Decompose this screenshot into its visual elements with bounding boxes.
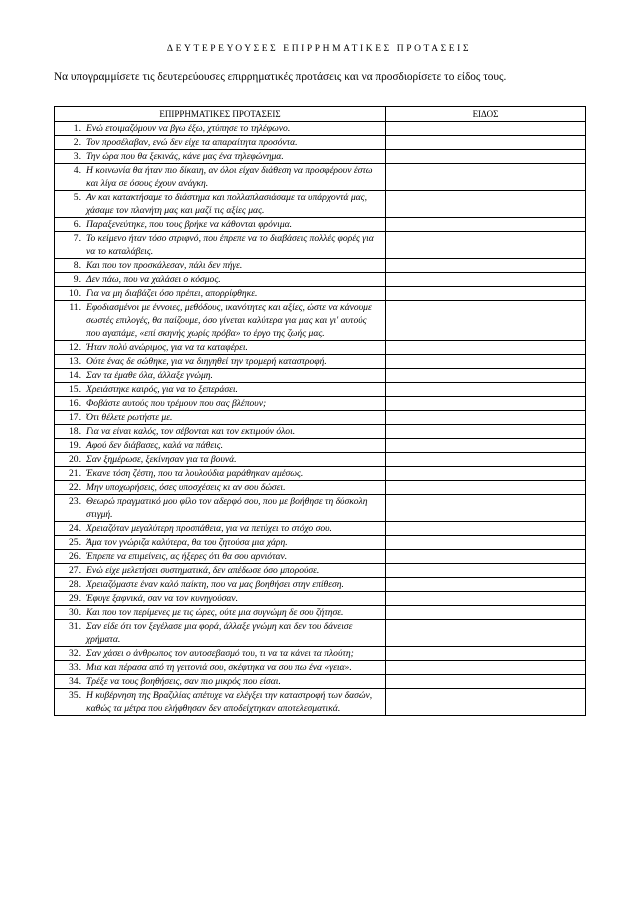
sentence-cell [55,341,386,355]
type-answer-cell[interactable] [386,522,586,536]
sentence-number: 27. [69,565,81,576]
type-answer-cell[interactable] [386,259,586,273]
type-answer-cell[interactable] [386,301,586,341]
type-answer-cell[interactable] [386,232,586,259]
sentence-number: 24. [69,523,81,534]
type-answer-cell[interactable] [386,218,586,232]
sentence-cell [55,397,386,411]
sentence-number: 9. [73,274,81,285]
table-row [55,453,586,467]
type-answer-cell[interactable] [386,495,586,522]
sentence-number: 6. [73,219,81,230]
type-answer-cell[interactable] [386,467,586,481]
table-row [55,675,586,689]
type-answer-cell[interactable] [386,661,586,675]
sentences-table [54,106,586,716]
sentence-number: 17. [69,412,81,423]
sentence-cell [55,453,386,467]
table-row [55,481,586,495]
type-answer-cell[interactable] [386,689,586,716]
type-answer-cell[interactable] [386,578,586,592]
sentence-cell [55,536,386,550]
sentence-cell [55,564,386,578]
table-row [55,592,586,606]
sentence-text: Παραξενεύτηκε, που τους βρήκε να κάθονται φρόνιμα. [86,219,293,230]
table-row [55,191,586,218]
sentence-cell [55,122,386,136]
table-row [55,661,586,675]
table-row [55,647,586,661]
sentence-number: 19. [69,440,81,451]
sentence-text: Εφοδιασμένοι με έννοιες, μεθόδους, ικανότητες και αξίες, ώστε να κάνουμε σωστές επιλογές, θα παίζουμε, όσο γίνεται καλύτερα για μας και γι' αυτούς που αγαπάμε, «επί σκηνής χωρίς πρόβα» το έργο της ζωής μας. [86,302,372,339]
sentence-number: 3. [73,151,81,162]
table-row [55,232,586,259]
type-answer-cell[interactable] [386,383,586,397]
type-answer-cell[interactable] [386,592,586,606]
sentence-number: 29. [69,593,81,604]
sentence-cell [55,550,386,564]
table-row [55,620,586,647]
header-sentences: ΕΠΙΡΡΗΜΑΤΙΚΕΣ ΠΡΟΤΑΣΕΙΣ [55,107,386,122]
type-answer-cell[interactable] [386,536,586,550]
sentence-cell [55,606,386,620]
table-row [55,397,586,411]
sentence-text: Ενώ ετοιμαζόμουν να βγω έξω, χτύπησε το τηλέφωνο. [86,123,291,134]
table-row [55,536,586,550]
sentence-text: Σαν ξημέρωσε, ξεκίνησαν για τα βουνά. [86,454,237,465]
sentence-text: Και που τον προσκάλεσαν, πάλι δεν πήγε. [86,260,243,271]
table-row [55,301,586,341]
sentence-text: Δεν πάω, που να χαλάσει ο κόσμος. [86,274,221,285]
sentence-cell [55,150,386,164]
sentence-number: 15. [69,384,81,395]
sentence-number: 4. [73,165,81,176]
sentence-text: Μια και πέρασα από τη γειτονιά σου, σκέφτηκα να σου πω ένα «γεια». [86,662,352,673]
table-row [55,439,586,453]
sentence-text: Έκανε τόση ζέστη, που τα λουλούδια μαράθηκαν αμέσως. [86,468,304,479]
sentence-cell [55,383,386,397]
table-row [55,522,586,536]
sentence-number: 33. [69,662,81,673]
sentence-text: Σαν χάσει ο άνθρωπος τον αυτοσεβασμό του, τι να τα κάνει τα πλούτη; [86,648,354,659]
instruction-text: Να υπογραμμίσετε τις δευτερεύουσες επιρρηματικές προτάσεις και να προσδιορίσετε το είδος τους. [54,71,507,83]
sentence-number: 13. [69,356,81,367]
sentence-cell [55,411,386,425]
sentence-number: 28. [69,579,81,590]
table-row [55,689,586,716]
type-answer-cell[interactable] [386,647,586,661]
type-answer-cell[interactable] [386,136,586,150]
type-answer-cell[interactable] [386,397,586,411]
type-answer-cell[interactable] [386,287,586,301]
sentence-number: 8. [73,260,81,271]
sentence-text: Χρειάστηκε καιρός, για να το ξεπεράσει. [86,384,238,395]
sentence-cell [55,481,386,495]
sentence-text: Η κυβέρνηση της Βραζιλίας απέτυχε να ελέγξει την καταστροφή των δασών, καθώς τα μέτρα που ελήφθησαν δεν αποδείχτηκαν αποτελεσματικά. [86,690,373,714]
sentence-text: Ότι θέλετε ρωτήστε με. [86,412,173,423]
type-answer-cell[interactable] [386,191,586,218]
table-row [55,122,586,136]
sentence-number: 12. [69,342,81,353]
sentence-cell [55,425,386,439]
table-row [55,259,586,273]
worksheet-title: ΔΕΥΤΕΡΕΥΟΥΣΕΣ ΕΠΙΡΡΗΜΑΤΙΚΕΣ ΠΡΟΤΑΣΕΙΣ [166,44,472,54]
sentence-number: 7. [73,233,81,244]
sentence-text: Μην υποχωρήσεις, όσες υποσχέσεις κι αν σου δώσει. [86,482,286,493]
table-row [55,218,586,232]
sentence-text: Τρέξε να τους βοηθήσεις, σαν πιο μικρός που είσαι. [86,676,281,687]
sentence-number: 2. [73,137,81,148]
sentence-cell [55,592,386,606]
sentence-text: Ενώ είχε μελετήσει συστηματικά, δεν απέδωσε όσο μπορούσε. [86,565,320,576]
sentence-text: Και που τον περίμενες με τις ώρες, ούτε μια συγνώμη δε σου ζήτησε. [86,607,344,618]
type-answer-cell[interactable] [386,369,586,383]
sentence-text: Αφού δεν διάβασες, καλά να πάθεις. [86,440,224,451]
sentence-text: Έπρεπε να επιμείνεις, ας ήξερες ότι θα σου αρνιόταν. [86,551,288,562]
table-row [55,578,586,592]
sentence-cell [55,355,386,369]
sentence-cell [55,164,386,191]
table-row [55,411,586,425]
sentence-cell [55,232,386,259]
sentence-number: 30. [69,607,81,618]
sentence-number: 34. [69,676,81,687]
sentence-text: Σαν τα έμαθε όλα, άλλαξε γνώμη. [86,370,213,381]
type-answer-cell[interactable] [386,425,586,439]
type-answer-cell[interactable] [386,481,586,495]
table-row [55,287,586,301]
sentence-cell [55,136,386,150]
table-row [55,495,586,522]
sentence-number: 25. [69,537,81,548]
table-row [55,273,586,287]
sentence-cell [55,689,386,716]
table-row [55,355,586,369]
sentence-cell [55,675,386,689]
sentence-cell [55,467,386,481]
sentence-cell [55,439,386,453]
table-row [55,383,586,397]
type-answer-cell[interactable] [386,150,586,164]
sentence-cell [55,522,386,536]
sentence-text: Σαν είδε ότι τον ξεγέλασε μια φορά, άλλαξε γνώμη και δεν του δάνεισε χρήματα. [86,621,353,645]
sentence-cell [55,661,386,675]
sentence-cell [55,259,386,273]
sentence-number: 11. [69,302,81,313]
sentence-text: Έφυγε ξαφνικά, σαν να τον κυνηγούσαν. [86,593,239,604]
header-type: ΕΙΔΟΣ [386,107,586,122]
table-row [55,150,586,164]
sentence-number: 35. [69,690,81,701]
sentence-cell [55,287,386,301]
sentence-number: 22. [69,482,81,493]
sentence-number: 1. [73,123,81,134]
sentence-cell [55,369,386,383]
table-row [55,136,586,150]
sentence-cell [55,191,386,218]
table-row [55,164,586,191]
table-row [55,606,586,620]
sentence-text: Τον προσέλαβαν, ενώ δεν είχε τα απαραίτητα προσόντα. [86,137,298,148]
sentence-cell [55,647,386,661]
type-answer-cell[interactable] [386,411,586,425]
sentence-text: Για να είναι καλός, τον σέβονται και τον εκτιμούν όλοι. [86,426,296,437]
type-answer-cell[interactable] [386,453,586,467]
sentence-number: 14. [69,370,81,381]
type-answer-cell[interactable] [386,164,586,191]
table-row [55,564,586,578]
sentence-number: 18. [69,426,81,437]
sentence-number: 26. [69,551,81,562]
sentence-number: 23. [69,496,81,507]
sentence-text: Φοβάστε αυτούς που τρέμουν που σας βλέπουν; [86,398,267,409]
sentence-number: 5. [73,192,81,203]
sentence-text: Για να μη διαβάζει όσο πρέπει, απορρίφθηκε. [86,288,258,299]
table-header-row [55,107,586,122]
sentence-number: 21. [69,468,81,479]
table-row [55,341,586,355]
sentence-text: Την ώρα που θα ξεκινάς, κάνε μας ένα τηλεφώνημα. [86,151,284,162]
sentence-number: 31. [69,621,81,632]
sentence-cell [55,218,386,232]
sentence-cell [55,620,386,647]
sentence-text: Ούτε ένας δε σώθηκε, για να διηγηθεί την τρομερή καταστροφή. [86,356,327,367]
table-row [55,550,586,564]
sentence-cell [55,495,386,522]
sentence-text: Χρειαζόταν μεγαλύτερη προσπάθεια, για να πετύχει το στόχο σου. [86,523,332,534]
sentence-number: 32. [69,648,81,659]
sentence-text: Ήταν πολύ ανώριμος, για να τα καταφέρει. [86,342,248,353]
type-answer-cell[interactable] [386,122,586,136]
table-row [55,369,586,383]
type-answer-cell[interactable] [386,341,586,355]
sentence-text: Άμα τον γνώριζα καλύτερα, θα του ζητούσα μια χάρη. [86,537,288,548]
sentence-number: 10. [69,288,81,299]
type-answer-cell[interactable] [386,550,586,564]
type-answer-cell[interactable] [386,620,586,647]
table-row [55,467,586,481]
sentence-cell [55,301,386,341]
type-answer-cell[interactable] [386,355,586,369]
sentence-cell [55,273,386,287]
table-row [55,425,586,439]
type-answer-cell[interactable] [386,675,586,689]
type-answer-cell[interactable] [386,439,586,453]
sentence-cell [55,578,386,592]
table-body [55,122,586,716]
sentence-text: Το κείμενο ήταν τόσο στριφνό, που έπρεπε να το διαβάσεις πολλές φορές για να το καταλάβεις. [86,233,374,257]
sentence-text: Αν και κατακτήσαμε το διάστημα και πολλαπλασιάσαμε τα υπάρχοντά μας, χάσαμε τον πλανήτη μας και μαζί τις αξίες μας. [86,192,367,216]
sentence-number: 16. [69,398,81,409]
type-answer-cell[interactable] [386,606,586,620]
sentence-text: Η κοινωνία θα ήταν πιο δίκαιη, αν όλοι είχαν διάθεση να προσφέρουν έστω και λίγα σε όσους έχουν ανάγκη. [86,165,373,189]
type-answer-cell[interactable] [386,273,586,287]
sentence-text: Χρειαζόμαστε έναν καλό παίκτη, που να μας βοηθήσει στην επίθεση. [86,579,344,590]
sentence-number: 20. [69,454,81,465]
sentence-text: Θεωρώ πραγματικό μου φίλο τον αδερφό σου, που με βοήθησε τη δύσκολη στιγμή. [86,496,368,520]
type-answer-cell[interactable] [386,564,586,578]
